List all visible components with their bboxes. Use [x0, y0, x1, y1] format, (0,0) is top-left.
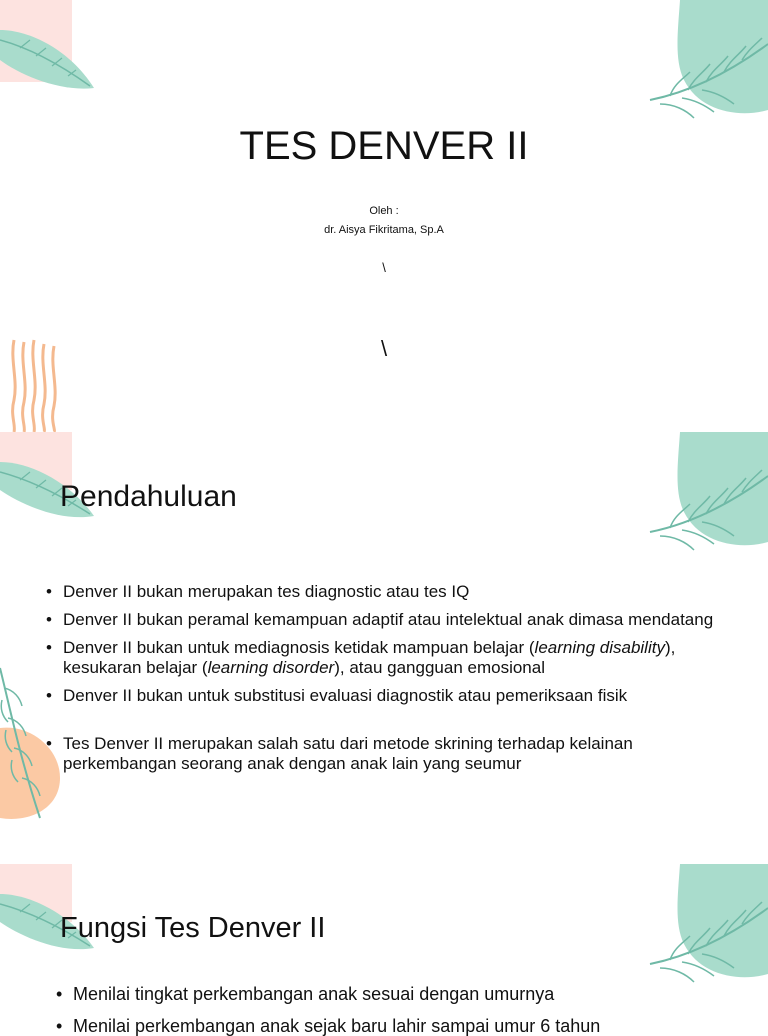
list-item-text: ), kesukaran belajar ( — [63, 638, 676, 677]
section-heading: Pendahuluan — [60, 480, 237, 513]
branch-decoration-top-right — [640, 864, 768, 994]
term-learning-disorder: learning disorder — [207, 658, 335, 677]
branch-decoration-top-right — [640, 0, 768, 130]
introduction-bullet-list — [46, 582, 726, 774]
slash-mark-small: \ — [382, 260, 386, 275]
list-item: • Menilai perkembangan anak sejak baru lahir sampai umur 6 tahun — [56, 1016, 736, 1036]
slide-introduction — [0, 432, 768, 864]
branch-decoration-top-right — [640, 432, 768, 562]
list-item: • Denver II bukan merupakan tes diagnostic atau tes IQ — [46, 582, 726, 602]
list-item: • Denver II bukan peramal kemampuan adaptif atau intelektual anak dimasa mendatang — [46, 610, 726, 630]
presentation-title: TES DENVER II — [239, 124, 529, 168]
list-item: • Tes Denver II merupakan salah satu dari metode skrining terhadap kelainan perkembangan seorang anak dengan anak lain yang seumur — [46, 734, 726, 774]
leaf-decoration-top-left — [0, 0, 110, 100]
list-item — [46, 638, 726, 678]
list-item: • Menilai tingkat perkembangan anak sesuai dengan umurnya — [56, 984, 736, 1004]
author-label: Oleh : — [369, 205, 399, 217]
list-item-text: ), atau gangguan emosional — [334, 658, 545, 677]
section-heading: Fungsi Tes Denver II — [60, 912, 326, 944]
author-name: dr. Aisya Fikritama, Sp.A — [324, 224, 444, 236]
slide-title — [0, 0, 768, 432]
slash-mark-large: \ — [380, 336, 388, 361]
list-item-text: Denver II bukan untuk mediagnosis ketidak mampuan belajar ( — [63, 638, 535, 657]
slide-function — [0, 864, 768, 1036]
term-learning-disability: learning disability — [534, 638, 665, 657]
list-item: • Denver II bukan untuk substitusi evaluasi diagnostik atau pemeriksaan fisik — [46, 686, 726, 706]
function-bullet-list — [56, 984, 736, 1036]
